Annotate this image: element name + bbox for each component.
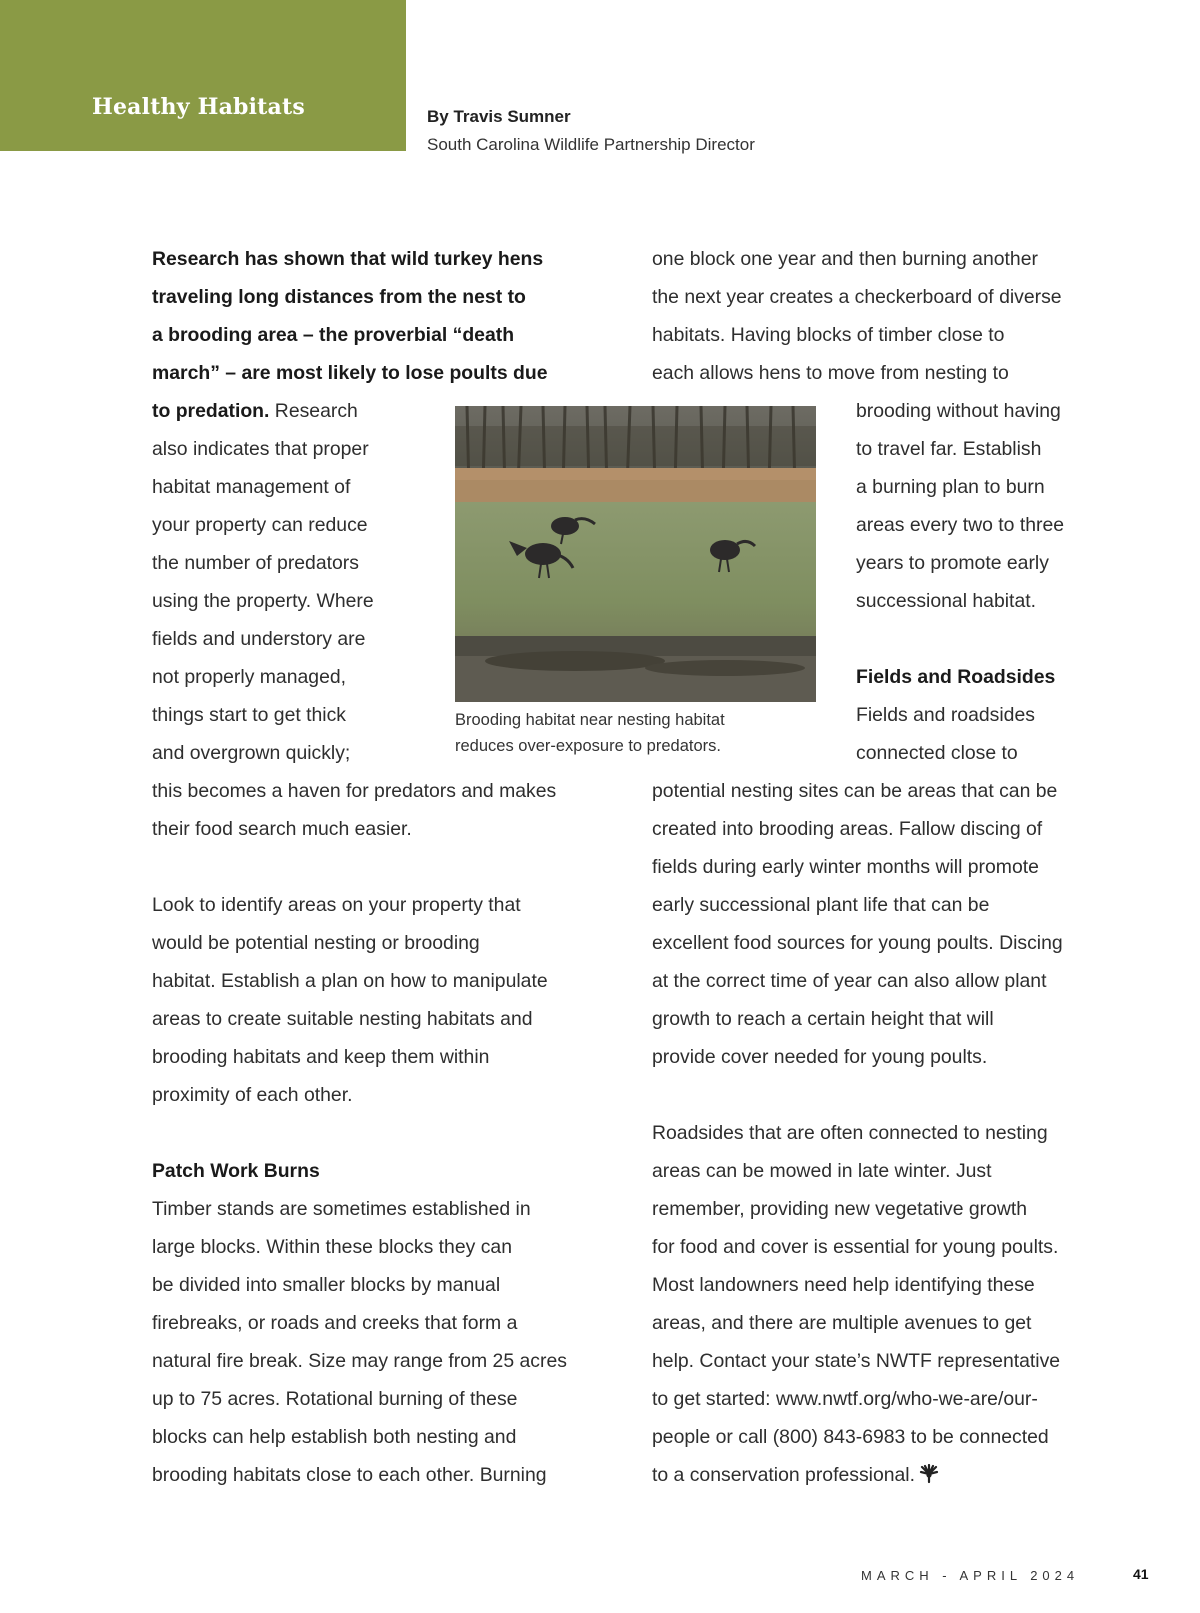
photo-caption-line: reduces over-exposure to predators. — [455, 737, 721, 755]
body-line: brooding without having — [856, 400, 1061, 422]
body-line: brooding habitats close to each other. Burning — [152, 1464, 547, 1486]
page-number: 41 — [1133, 1566, 1149, 1582]
body-line: connected close to — [856, 742, 1018, 764]
body-line: for food and cover is essential for young poults. — [652, 1236, 1059, 1258]
body-line: areas, and there are multiple avenues to get — [652, 1312, 1032, 1334]
body-line: areas can be mowed in late winter. Just — [652, 1160, 992, 1182]
body-line: habitat management of — [152, 476, 351, 498]
body-line: potential nesting sites can be areas that can be — [652, 780, 1058, 802]
turkey-photo-image — [455, 406, 816, 702]
lead-bold-end: to predation. — [152, 400, 270, 422]
turkey-photo — [455, 406, 816, 702]
body-line: and overgrown quickly; — [152, 742, 351, 764]
body-line: help. Contact your state’s NWTF representative — [652, 1350, 1061, 1372]
body-line: blocks can help establish both nesting and — [152, 1426, 517, 1448]
body-line: proximity of each other. — [152, 1084, 353, 1106]
body-line: using the property. Where — [152, 590, 374, 612]
body-line: at the correct time of year can also allow plant — [652, 970, 1047, 992]
body-line: this becomes a haven for predators and makes — [152, 780, 557, 802]
body-line: Look to identify areas on your property that — [152, 894, 521, 916]
body-line: to get started: www.nwtf.org/who-we-are/our- — [652, 1388, 1038, 1410]
body-line: years to promote early — [856, 552, 1049, 574]
body-line: things start to get thick — [152, 704, 347, 726]
body-line — [652, 1456, 939, 1497]
turkey-end-mark-icon — [919, 1459, 939, 1497]
body-line: fields during early winter months will promote — [652, 856, 1039, 878]
author-role: South Carolina Wildlife Partnership Director — [427, 135, 755, 154]
lead-line: march” – are most likely to lose poults due — [152, 362, 548, 384]
byline: By Travis Sumner — [427, 107, 571, 126]
body-line: the number of predators — [152, 552, 359, 574]
body-line: habitats. Having blocks of timber close to — [652, 324, 1005, 346]
section-title: Healthy Habitats — [92, 94, 305, 120]
body-line: be divided into smaller blocks by manual — [152, 1274, 501, 1296]
issue-date: MARCH - APRIL 2024 — [861, 1568, 1080, 1583]
body-line: excellent food sources for young poults. Discing — [652, 932, 1063, 954]
body-line: early successional plant life that can be — [652, 894, 990, 916]
body-line: remember, providing new vegetative growth — [652, 1198, 1028, 1220]
body-line: areas to create suitable nesting habitats and — [152, 1008, 533, 1030]
body-line: areas every two to three — [856, 514, 1065, 536]
body-line: large blocks. Within these blocks they can — [152, 1236, 512, 1258]
body-line: to travel far. Establish — [856, 438, 1042, 460]
body-line: up to 75 acres. Rotational burning of these — [152, 1388, 518, 1410]
photo-caption-line: Brooding habitat near nesting habitat — [455, 711, 725, 729]
body-line: a burning plan to burn — [856, 476, 1045, 498]
body-line: Roadsides that are often connected to nesting — [652, 1122, 1048, 1144]
body-line: also indicates that proper — [152, 438, 369, 460]
closing-text: to a conservation professional. — [652, 1464, 916, 1486]
lead-rest: Research — [269, 400, 358, 422]
body-line: your property can reduce — [152, 514, 368, 536]
body-line: not properly managed, — [152, 666, 347, 688]
lead-line: traveling long distances from the nest to — [152, 286, 526, 308]
body-line: habitat. Establish a plan on how to manipulate — [152, 970, 548, 992]
body-line: Timber stands are sometimes established in — [152, 1198, 531, 1220]
body-line: successional habitat. — [856, 590, 1037, 612]
lead-line — [152, 392, 358, 430]
body-line: people or call (800) 843-6983 to be connected — [652, 1426, 1049, 1448]
body-line: brooding habitats and keep them within — [152, 1046, 490, 1068]
body-line: Fields and roadsides — [856, 704, 1035, 726]
section-banner — [0, 0, 406, 151]
subheading-patch-work-burns: Patch Work Burns — [152, 1160, 320, 1182]
subheading-fields-and-roadsides: Fields and Roadsides — [856, 666, 1056, 688]
body-line: created into brooding areas. Fallow discing of — [652, 818, 1043, 840]
body-line: the next year creates a checkerboard of diverse — [652, 286, 1062, 308]
body-line: fields and understory are — [152, 628, 366, 650]
body-line: provide cover needed for young poults. — [652, 1046, 988, 1068]
body-line: their food search much easier. — [152, 818, 412, 840]
body-line: Most landowners need help identifying these — [652, 1274, 1035, 1296]
body-line: would be potential nesting or brooding — [152, 932, 480, 954]
body-line: firebreaks, or roads and creeks that form a — [152, 1312, 518, 1334]
body-line: one block one year and then burning another — [652, 248, 1038, 270]
body-line: natural fire break. Size may range from 25 acres — [152, 1350, 567, 1372]
lead-line: a brooding area – the proverbial “death — [152, 324, 515, 346]
body-line: each allows hens to move from nesting to — [652, 362, 1009, 384]
body-line: growth to reach a certain height that will — [652, 1008, 994, 1030]
lead-line: Research has shown that wild turkey hens — [152, 248, 544, 270]
